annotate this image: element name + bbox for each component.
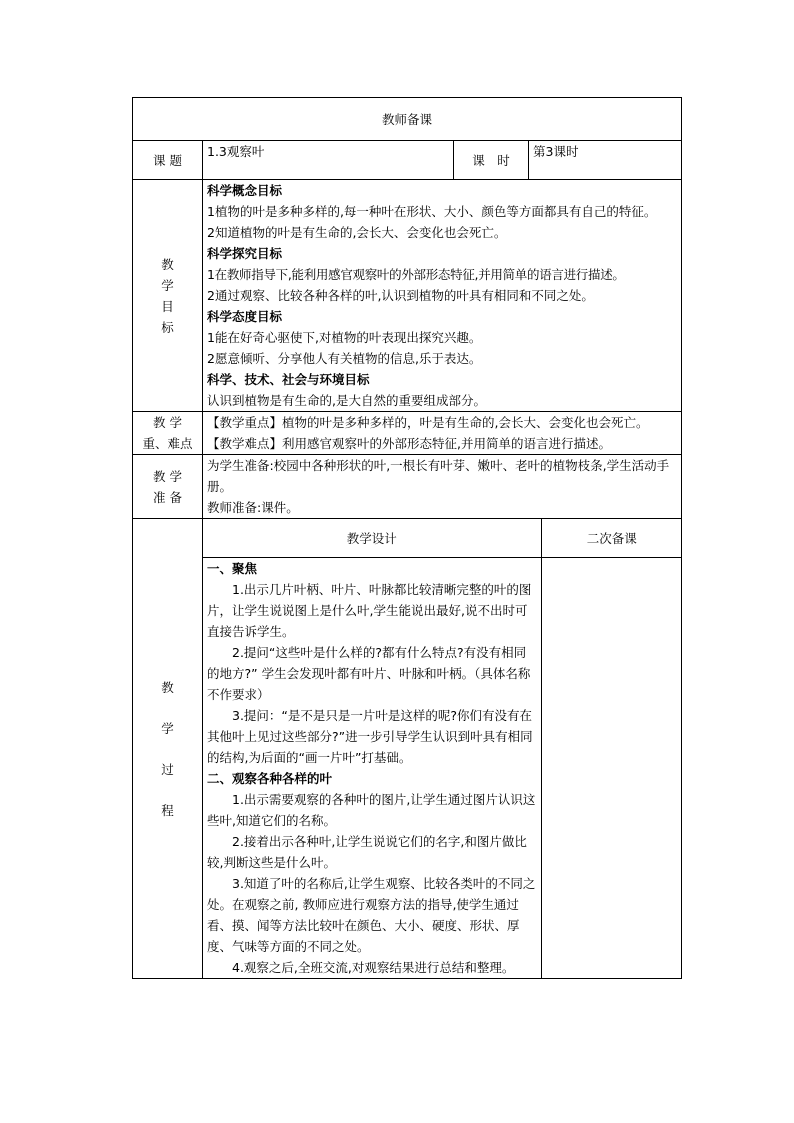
focus-tag: 【教学重点】	[207, 415, 283, 430]
preparation-content	[203, 455, 682, 519]
design-body	[203, 558, 541, 979]
teaching-focus	[207, 412, 677, 433]
table-title: 教师备课	[133, 98, 682, 141]
difficulty-tag: 【教学难点】	[207, 436, 283, 451]
step-paragraph: 3.知道了叶的名称后,让学生观察、比较各类叶的不同之处。在观察之前, 教师应进行观察方法的指导,使学生通过看、摸、闻等方法比较叶在颜色、大小、硬度、形状、厚度、气味等方面的不同之处。	[207, 876, 536, 954]
step-paragraph: 1.出示几片叶柄、叶片、叶脉都比较清晰完整的叶的图片，让学生说说图上是什么叶,学生能说出最好,说不出时可直接告诉学生。	[207, 582, 532, 639]
section-heading: 一、聚焦	[207, 561, 258, 576]
focus-text: 植物的叶是多种多样的，叶是有生命的,会长大、会变化也会死亡。	[282, 415, 649, 430]
objective-line: 1能在好奇心驱使下,对植物的叶表现出探究兴趣。	[207, 330, 482, 345]
topic-value: 1.3观察叶	[203, 141, 454, 180]
objective-line: 2知道植物的叶是有生命的,会长大、会变化也会死亡。	[207, 225, 507, 240]
key-points-label: 教 学 重、难点	[133, 412, 203, 455]
objective-line: 2愿意倾听、分享他人有关植物的信息,乐于表达。	[207, 351, 482, 366]
second-prep-header: 二次备课	[541, 519, 682, 558]
second-prep-body	[541, 558, 682, 979]
objective-line: 2通过观察、比较各种各样的叶,认识到植物的叶具有相同和不同之处。	[207, 288, 594, 303]
objective-line: 认识到植物是有生命的,是大自然的重要组成部分。	[207, 393, 486, 408]
objectives-content	[203, 180, 682, 412]
preparation-label: 教 学 准 备	[133, 455, 203, 519]
process-content	[203, 519, 682, 979]
key-points-content	[203, 412, 682, 455]
process-label: 教 学 过 程	[133, 519, 203, 979]
period-value: 第3课时	[529, 141, 682, 180]
student-preparation: 为学生准备:校园中各种形状的叶,一根长有叶芽、嫩叶、老叶的植物枝条,学生活动手册。	[207, 458, 670, 494]
process-row	[133, 519, 682, 979]
period-label: 课 时	[454, 141, 529, 180]
preparation-row	[133, 455, 682, 519]
topic-row	[133, 141, 682, 180]
objective-heading: 科学探究目标	[207, 246, 283, 261]
step-paragraph: 4.观察之后,全班交流,对观察结果进行总结和整理。	[232, 960, 515, 975]
difficulty-text: 利用感官观察叶的外部形态特征,并用简单的语言进行描述。	[282, 436, 611, 451]
objectives-row	[133, 180, 682, 412]
key-points-row	[133, 412, 682, 455]
teaching-difficulty	[207, 433, 677, 454]
teacher-preparation: 教师准备:课件。	[207, 500, 299, 515]
design-header: 教学设计	[203, 519, 541, 558]
lesson-plan-table	[132, 97, 682, 979]
step-paragraph: 3.提问：“是不是只是一片叶是这样的呢?你们有没有在其他叶上见过这些部分?”进一步引导学生认识到叶具有相同的结构,为后面的“画一片叶”打基础。	[207, 708, 533, 765]
process-inner-table	[203, 519, 682, 978]
step-paragraph: 2.接着出示各种叶,让学生说说它们的名字,和图片做比较,判断这些是什么叶。	[207, 834, 527, 870]
section-heading: 二、观察各种各样的叶	[207, 771, 333, 786]
objectives-label: 教 学 目 标	[133, 180, 203, 412]
objective-heading: 科学概念目标	[207, 183, 283, 198]
objective-line: 1植物的叶是多种多样的,每一种叶在形状、大小、颜色等方面都具有自己的特征。	[207, 204, 657, 219]
topic-label: 课 题	[133, 141, 203, 180]
step-paragraph: 2.提问“这些叶是什么样的?都有什么特点?有没有相同的地方?” 学生会发现叶都有叶片、叶脉和叶柄。（具体名称不作要求）	[207, 645, 531, 702]
objective-heading: 科学态度目标	[207, 309, 283, 324]
step-paragraph: 1.出示需要观察的各种叶的图片,让学生通过图片认识这些叶,知道它们的名称。	[207, 792, 536, 828]
objective-heading: 科学、技术、社会与环境目标	[207, 372, 370, 387]
objective-line: 1在教师指导下,能利用感官观察叶的外部形态特征,并用简单的语言进行描述。	[207, 267, 625, 282]
